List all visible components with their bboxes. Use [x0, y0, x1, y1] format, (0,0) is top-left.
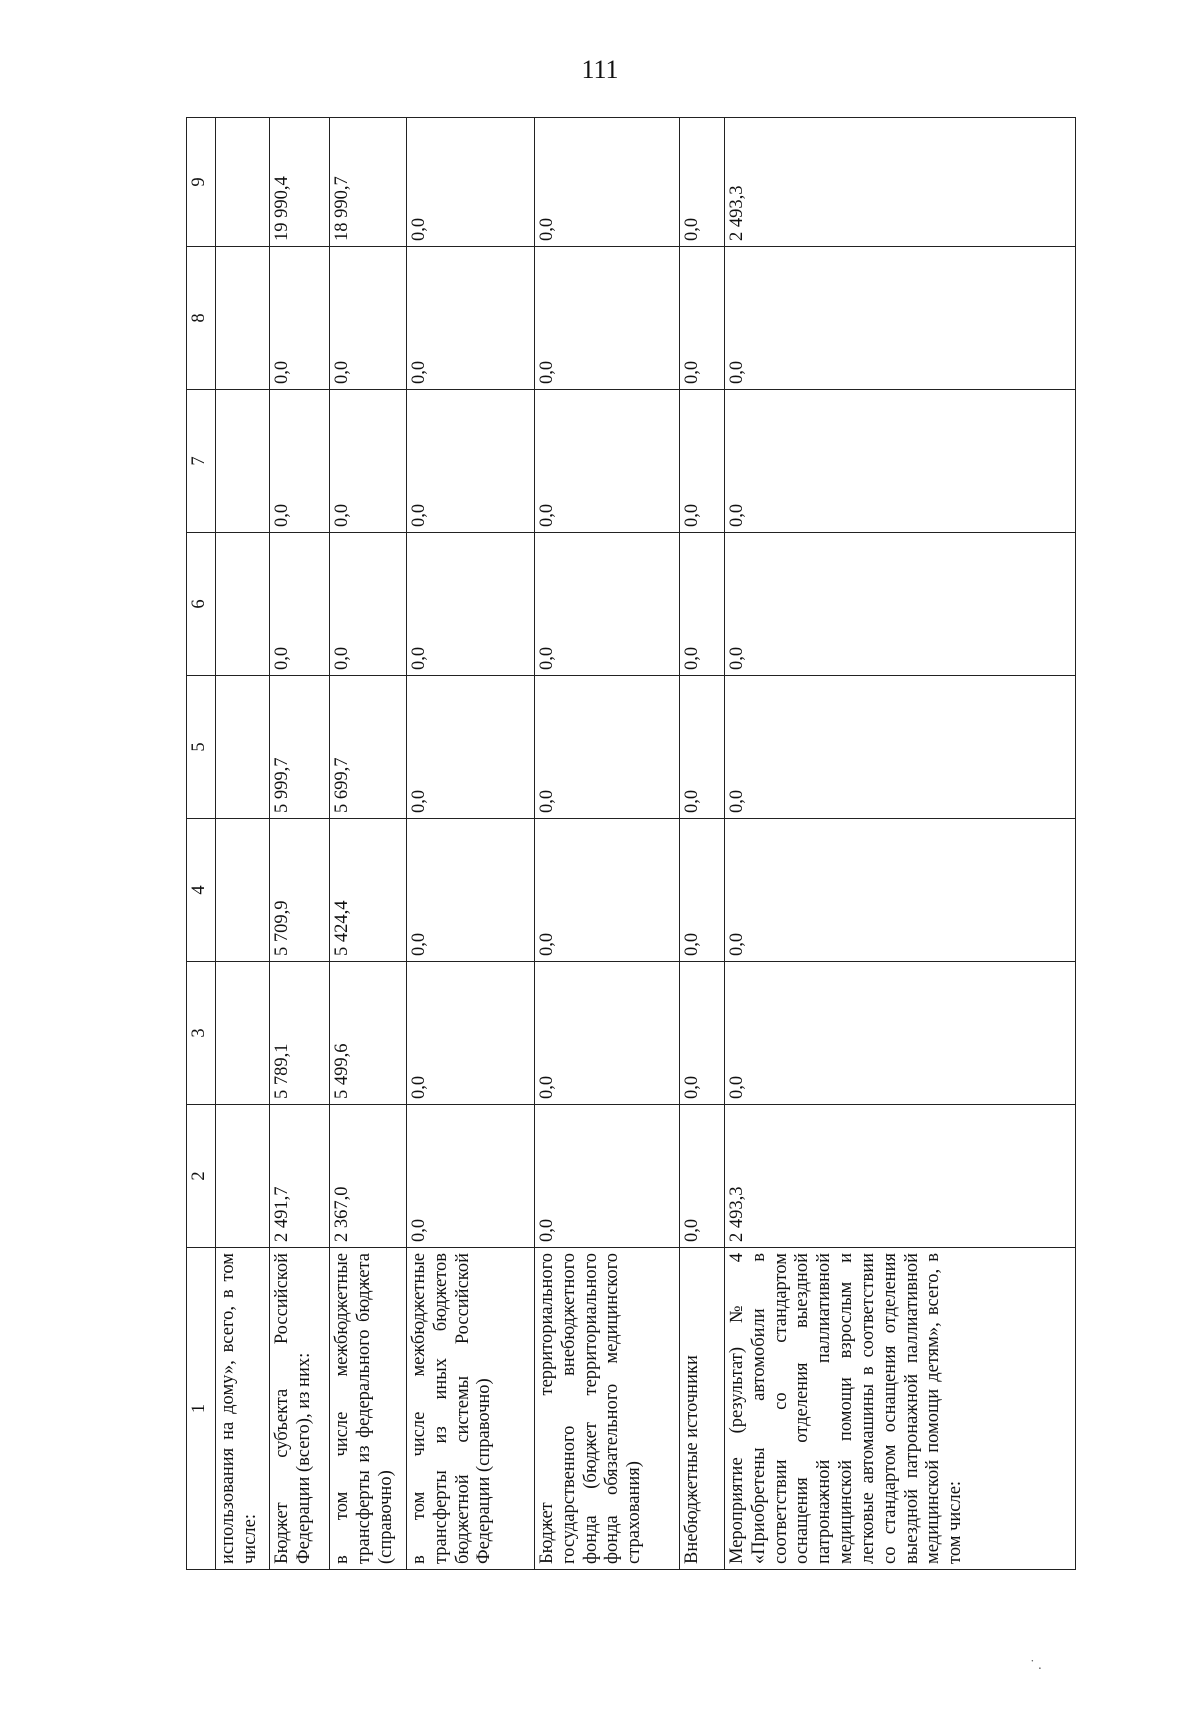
- value-cell: 0,0: [407, 962, 535, 1105]
- value-cell: 0,0: [407, 533, 535, 676]
- header-cell: 3: [187, 962, 216, 1105]
- value-cell: 0,0: [680, 118, 725, 247]
- value-cell: 0,0: [535, 390, 680, 533]
- value-cell: 0,0: [407, 1105, 535, 1248]
- value-cell: 0,0: [680, 533, 725, 676]
- table-row: [330, 118, 407, 1570]
- row-label: в том числе межбюджетные трансферты из иных бюджетов бюджетной системы Российской Федерации (справочно): [407, 1248, 535, 1570]
- row-label: Бюджет территориального государственного внебюджетного фонда (бюджет территориального фонда обязательного медицинского страхования): [535, 1248, 680, 1570]
- row-label: Мероприятие (результат) № 4 «Приобретены автомобили в соответствии со стандартом оснащения отделения выездной патронажной паллиативной медицинской помощи взрослым и легковые автомашины в соответствии со стандартом оснащения отделения выездной патронажной паллиативной медицинской помощи детям», всего, в том числе:: [725, 1248, 1076, 1570]
- value-cell: 0,0: [680, 676, 725, 819]
- value-cell: 0,0: [725, 676, 1076, 819]
- value-cell: 0,0: [725, 390, 1076, 533]
- row-label: использования на дому», всего, в том числе:: [216, 1248, 270, 1570]
- value-cell: 2 491,7: [270, 1105, 330, 1248]
- rotated-table-container: [186, 118, 1076, 1570]
- value-cell: 0,0: [535, 533, 680, 676]
- value-cell: 2 493,3: [725, 118, 1076, 247]
- value-cell: 2 493,3: [725, 1105, 1076, 1248]
- value-cell: [216, 247, 270, 390]
- table-row: [535, 118, 680, 1570]
- header-cell: 1: [187, 1248, 216, 1570]
- row-label: Внебюджетные источники: [680, 1248, 725, 1570]
- value-cell: 0,0: [407, 676, 535, 819]
- value-cell: 19 990,4: [270, 118, 330, 247]
- value-cell: 0,0: [535, 247, 680, 390]
- table-row: [680, 118, 725, 1570]
- value-cell: [216, 118, 270, 247]
- table-row: [407, 118, 535, 1570]
- value-cell: 0,0: [680, 962, 725, 1105]
- value-cell: 0,0: [535, 676, 680, 819]
- value-cell: 2 367,0: [330, 1105, 407, 1248]
- header-cell: 4: [187, 819, 216, 962]
- value-cell: [216, 962, 270, 1105]
- value-cell: 0,0: [330, 390, 407, 533]
- value-cell: [216, 1105, 270, 1248]
- value-cell: 0,0: [270, 247, 330, 390]
- header-cell: 9: [187, 118, 216, 247]
- value-cell: 0,0: [407, 247, 535, 390]
- header-row: [187, 118, 216, 1570]
- value-cell: 5 789,1: [270, 962, 330, 1105]
- value-cell: 0,0: [725, 819, 1076, 962]
- header-cell: 5: [187, 676, 216, 819]
- value-cell: 0,0: [407, 819, 535, 962]
- value-cell: 0,0: [535, 962, 680, 1105]
- value-cell: 5 499,6: [330, 962, 407, 1105]
- value-cell: 0,0: [407, 118, 535, 247]
- value-cell: 18 990,7: [330, 118, 407, 247]
- value-cell: 0,0: [330, 533, 407, 676]
- value-cell: 0,0: [680, 1105, 725, 1248]
- value-cell: 5 709,9: [270, 819, 330, 962]
- value-cell: 0,0: [330, 247, 407, 390]
- page-number: 111: [581, 55, 619, 84]
- value-cell: 0,0: [680, 247, 725, 390]
- table-row: [270, 118, 330, 1570]
- value-cell: [216, 819, 270, 962]
- value-cell: 0,0: [725, 962, 1076, 1105]
- value-cell: 0,0: [725, 533, 1076, 676]
- value-cell: 0,0: [270, 533, 330, 676]
- value-cell: 0,0: [407, 390, 535, 533]
- row-label: в том числе межбюджетные трансферты из федерального бюджета (справочно): [330, 1248, 407, 1570]
- value-cell: 5 699,7: [330, 676, 407, 819]
- header-cell: 7: [187, 390, 216, 533]
- value-cell: 0,0: [270, 390, 330, 533]
- value-cell: 0,0: [535, 118, 680, 247]
- value-cell: [216, 676, 270, 819]
- scan-mark: ˙ .: [1030, 1658, 1042, 1673]
- budget-table: [186, 117, 1076, 1570]
- value-cell: 0,0: [680, 819, 725, 962]
- header-cell: 8: [187, 247, 216, 390]
- header-cell: 2: [187, 1105, 216, 1248]
- value-cell: 5 999,7: [270, 676, 330, 819]
- value-cell: [216, 390, 270, 533]
- value-cell: [216, 533, 270, 676]
- value-cell: 0,0: [680, 390, 725, 533]
- value-cell: 0,0: [725, 247, 1076, 390]
- value-cell: 0,0: [535, 819, 680, 962]
- value-cell: 5 424,4: [330, 819, 407, 962]
- table-row: [216, 118, 270, 1570]
- row-label: Бюджет субъекта Российской Федерации (всего), из них:: [270, 1248, 330, 1570]
- value-cell: 0,0: [535, 1105, 680, 1248]
- table-row: [725, 118, 1076, 1570]
- header-cell: 6: [187, 533, 216, 676]
